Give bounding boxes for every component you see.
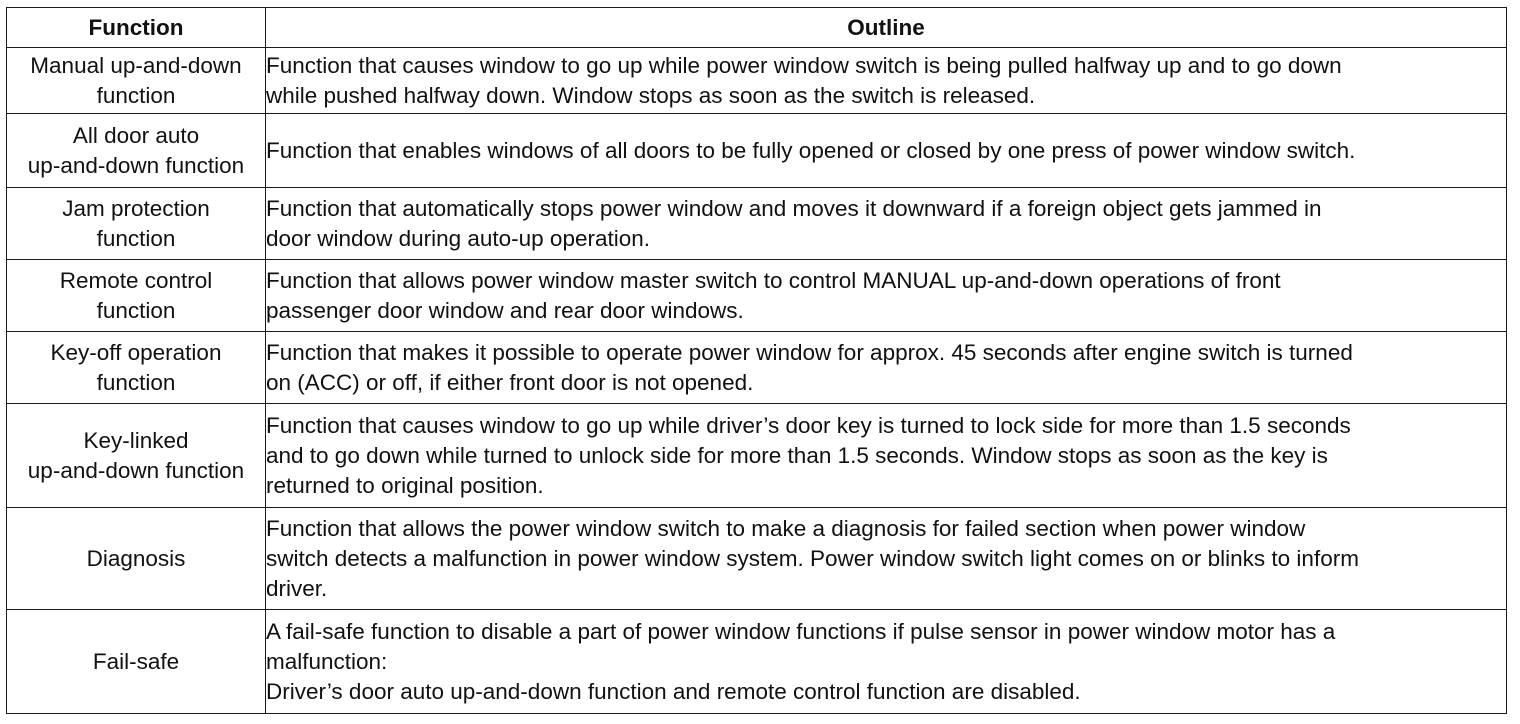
function-name-line: Key-off operation <box>50 339 222 365</box>
outline-cell <box>266 404 1507 508</box>
outline-text-line: passenger door window and rear door windows. <box>266 297 744 323</box>
outline-text-line: Function that causes window to go up while driver’s door key is turned to lock side for more than 1.5 seconds <box>266 412 1351 438</box>
function-name-line: Jam protection <box>62 195 210 221</box>
outline-text-line: and to go down while turned to unlock side for more than 1.5 seconds. Window stops as soon as the key is <box>266 442 1328 468</box>
outline-text-line: Function that automatically stops power window and moves it downward if a foreign object gets jammed in <box>266 195 1322 221</box>
function-name-line: up-and-down function <box>27 152 245 178</box>
outline-text-line: Driver’s door auto up-and-down function and remote control function are disabled. <box>266 678 1081 704</box>
function-cell <box>7 508 266 610</box>
function-cell <box>7 188 266 260</box>
outline-cell <box>266 332 1507 404</box>
outline-text-line: while pushed halfway down. Window stops as soon as the switch is released. <box>266 82 1036 108</box>
function-cell <box>7 610 266 714</box>
table-row <box>7 332 1507 404</box>
power-window-functions-table <box>6 7 1507 714</box>
outline-text-line: Function that causes window to go up while power window switch is being pulled halfway up and to go down <box>266 52 1342 78</box>
outline-text-line: switch detects a malfunction in power window system. Power window switch light comes on or blinks to inform <box>266 545 1359 571</box>
outline-text-line: Function that allows the power window switch to make a diagnosis for failed section when power window <box>266 515 1306 541</box>
function-name-line: Fail-safe <box>92 648 180 674</box>
function-name-line: All door auto <box>72 122 200 148</box>
table-row <box>7 260 1507 332</box>
function-name-line: function <box>96 297 176 323</box>
table-row <box>7 114 1507 188</box>
outline-text-line: returned to original position. <box>266 472 544 498</box>
outline-text-line: malfunction: <box>266 648 388 674</box>
outline-cell <box>266 610 1507 714</box>
function-cell <box>7 332 266 404</box>
function-cell <box>7 48 266 114</box>
function-cell <box>7 114 266 188</box>
function-cell <box>7 404 266 508</box>
outline-text-line: Function that enables windows of all doors to be fully opened or closed by one press of power window switch. <box>266 137 1356 163</box>
function-name-line: Remote control <box>59 267 213 293</box>
function-name-line: function <box>96 82 176 108</box>
outline-text-line: Function that makes it possible to operate power window for approx. 45 seconds after engine switch is turned <box>266 339 1353 365</box>
outline-text-line: driver. <box>266 575 328 601</box>
function-cell <box>7 260 266 332</box>
table-row <box>7 48 1507 114</box>
outline-cell <box>266 188 1507 260</box>
table-row <box>7 610 1507 714</box>
outline-text-line: door window during auto-up operation. <box>266 225 651 251</box>
outline-text-line: A fail-safe function to disable a part of power window functions if pulse sensor in power window motor has a <box>266 618 1336 644</box>
outline-cell <box>266 260 1507 332</box>
outline-text-line: Function that allows power window master switch to control MANUAL up-and-down operations of front <box>266 267 1281 293</box>
outline-cell <box>266 508 1507 610</box>
outline-cell <box>266 48 1507 114</box>
table-row <box>7 404 1507 508</box>
function-name-line: function <box>96 225 176 251</box>
function-name-line: Diagnosis <box>86 545 186 571</box>
outline-cell <box>266 114 1507 188</box>
table-row <box>7 188 1507 260</box>
function-name-line: Manual up-and-down <box>30 52 242 78</box>
outline-text-line: on (ACC) or off, if either front door is not opened. <box>266 369 754 395</box>
function-name-line: function <box>96 369 176 395</box>
function-name-line: Key-linked <box>83 427 189 453</box>
table-row <box>7 508 1507 610</box>
table-header-row <box>7 8 1507 48</box>
function-column-header: Function <box>7 8 266 48</box>
function-name-line: up-and-down function <box>27 457 245 483</box>
outline-column-header: Outline <box>266 8 1507 48</box>
